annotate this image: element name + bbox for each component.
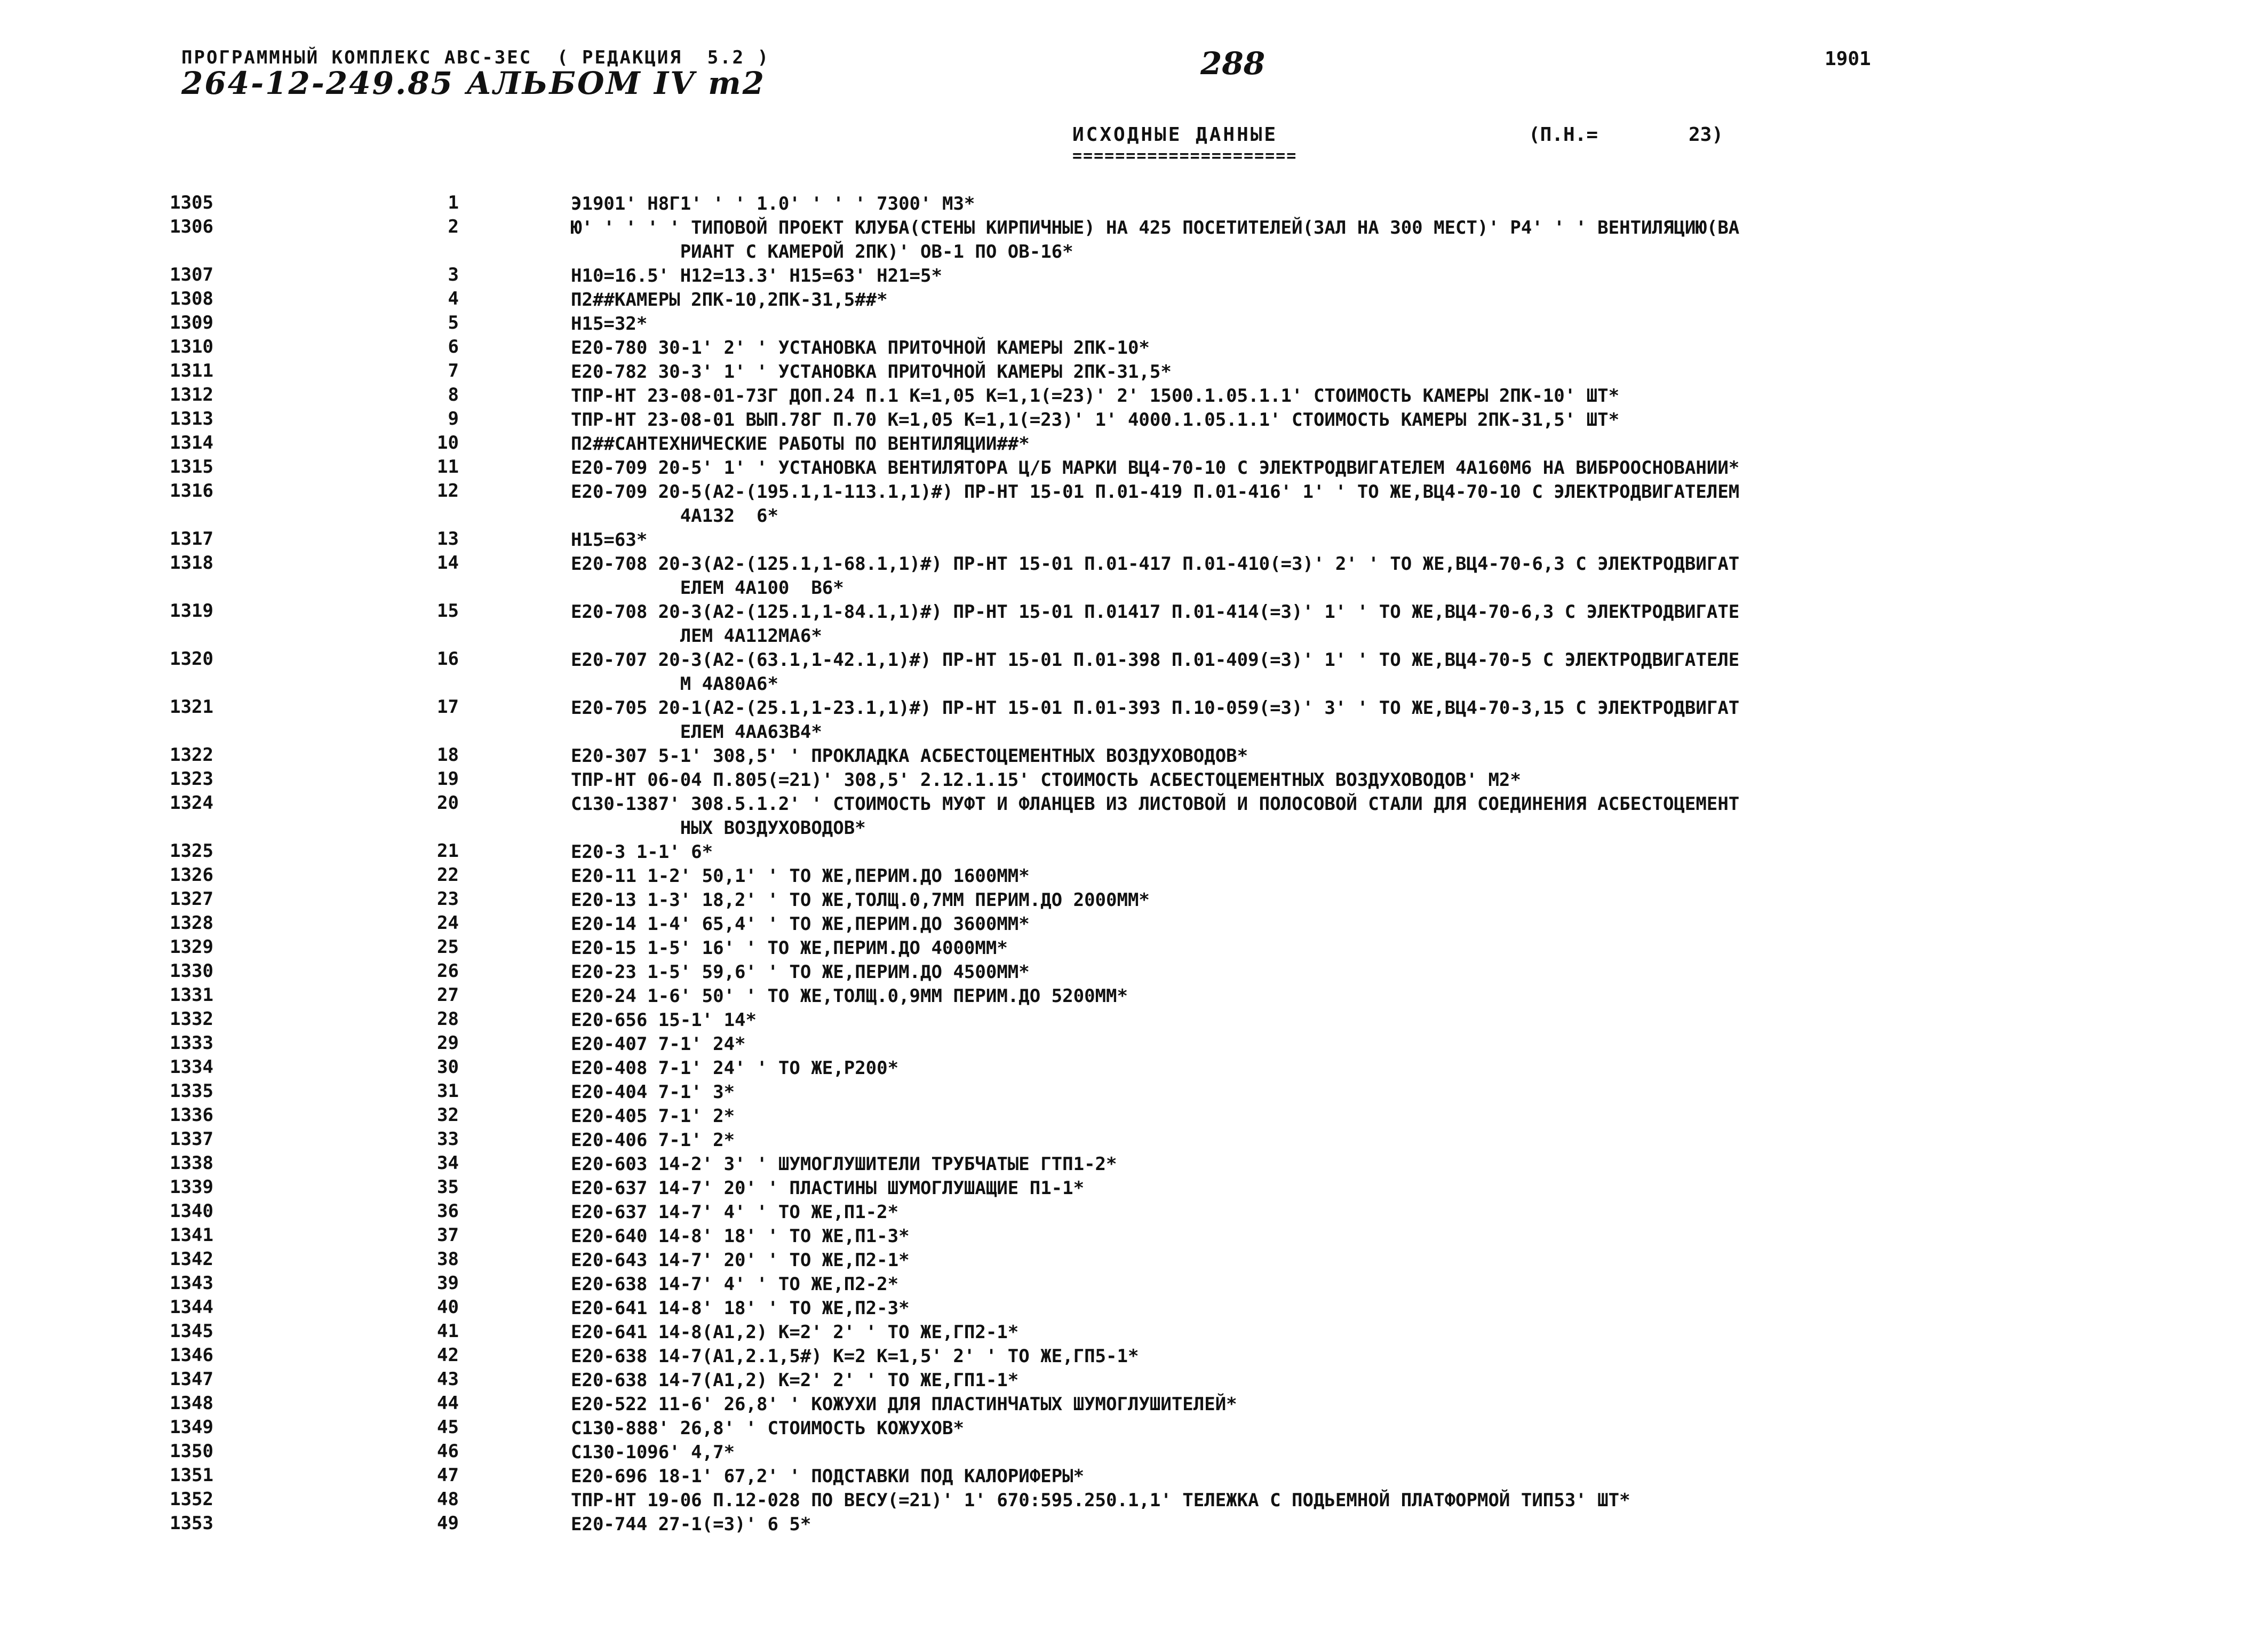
record-number: 46 xyxy=(437,1441,459,1462)
record-text: ТПР-НТ 06-04 П.805(=21)' 308,5' 2.12.1.15' СТОИМОСТЬ АСБЕСТОЦЕМЕНТНЫХ ВОЗДУХОВОДОВ' М2* xyxy=(571,769,1521,791)
line-number: 1316 xyxy=(170,480,213,502)
line-number: 1306 xyxy=(170,216,213,237)
listing-row xyxy=(0,456,2268,480)
record-text: Е20-780 30-1' 2' ' УСТАНОВКА ПРИТОЧНОЙ КАМЕРЫ 2ПК-10* xyxy=(571,337,1150,359)
listing-row xyxy=(0,600,2268,648)
record-text: Е20-640 14-8' 18' ' ТО ЖЕ,П1-3* xyxy=(571,1226,910,1247)
listing-row xyxy=(0,792,2268,840)
record-number: 25 xyxy=(437,936,459,958)
record-number: 11 xyxy=(437,456,459,478)
record-number: 31 xyxy=(437,1080,459,1102)
record-text: Е20-23 1-5' 59,6' ' ТО ЖЕ,ПЕРИМ.ДО 4500ММ* xyxy=(571,961,1030,983)
record-number: 28 xyxy=(437,1008,459,1030)
record-number: 14 xyxy=(437,552,459,574)
line-number: 1334 xyxy=(170,1056,213,1078)
line-number: 1321 xyxy=(170,696,213,718)
record-number: 9 xyxy=(448,408,459,430)
section-title-underline: ===================== xyxy=(1072,147,1298,165)
record-text: Е20-638 14-7' 4' ' ТО ЖЕ,П2-2* xyxy=(571,1274,899,1295)
listing-row xyxy=(0,336,2268,360)
record-text: Н15=32* xyxy=(571,313,648,335)
listing-row xyxy=(0,432,2268,456)
listing-row xyxy=(0,1369,2268,1393)
record-text: Е20-637 14-7' 20' ' ПЛАСТИНЫ ШУМОГЛУШАЩИЕ П1-1* xyxy=(571,1178,1085,1199)
listing-row xyxy=(0,1417,2268,1441)
record-text: ТПР-НТ 19-06 П.12-028 ПО ВЕСУ(=21)' 1' 670:595.250.1,1' ТЕЛЕЖКА С ПОДЬЕМНОЙ ПЛАТФОРМОЙ ТИП53' ШТ* xyxy=(571,1490,1630,1511)
listing-row xyxy=(0,480,2268,528)
record-number: 40 xyxy=(437,1297,459,1318)
line-number: 1353 xyxy=(170,1513,213,1534)
record-number: 10 xyxy=(437,432,459,454)
listing-row xyxy=(0,408,2268,432)
record-number: 47 xyxy=(437,1465,459,1486)
record-text: Е20-406 7-1' 2* xyxy=(571,1130,735,1151)
program-title: ПРОГРАММНЫЙ КОМПЛЕКС АВС-3ЕС ( РЕДАКЦИЯ 5.2 ) xyxy=(181,47,770,68)
record-text: Е20-15 1-5' 16' ' ТО ЖЕ,ПЕРИМ.ДО 4000ММ* xyxy=(571,937,1008,959)
line-number: 1324 xyxy=(170,792,213,814)
line-number: 1337 xyxy=(170,1128,213,1150)
line-number: 1339 xyxy=(170,1176,213,1198)
record-number: 41 xyxy=(437,1321,459,1342)
line-number: 1349 xyxy=(170,1417,213,1438)
record-text: Е20-408 7-1' 24' ' ТО ЖЕ,Р200* xyxy=(571,1057,899,1079)
record-text: Е20-656 15-1' 14* xyxy=(571,1009,757,1031)
record-number: 23 xyxy=(437,888,459,910)
line-number: 1340 xyxy=(170,1200,213,1222)
listing-row xyxy=(0,744,2268,768)
line-number: 1344 xyxy=(170,1297,213,1318)
line-number: 1347 xyxy=(170,1369,213,1390)
listing-row xyxy=(0,840,2268,864)
listing-row xyxy=(0,936,2268,960)
section-title: ИСХОДНЫЕ ДАННЫЕ xyxy=(1072,124,1278,146)
record-text: Е20-744 27-1(=3)' 6 5* xyxy=(571,1514,811,1535)
record-text: Н15=63* xyxy=(571,529,648,551)
line-number: 1327 xyxy=(170,888,213,910)
record-text: П2##КАМЕРЫ 2ПК-10,2ПК-31,5##* xyxy=(571,289,888,311)
listing-row xyxy=(0,216,2268,264)
record-text: Е20-637 14-7' 4' ' ТО ЖЕ,П1-2* xyxy=(571,1202,899,1223)
record-number: 17 xyxy=(437,696,459,718)
record-number: 30 xyxy=(437,1056,459,1078)
record-number: 29 xyxy=(437,1032,459,1054)
listing-row xyxy=(0,312,2268,336)
record-number: 22 xyxy=(437,864,459,886)
listing-row xyxy=(0,1152,2268,1176)
line-number: 1312 xyxy=(170,384,213,405)
record-text: Е20-643 14-7' 20' ' ТО ЖЕ,П2-1* xyxy=(571,1250,910,1271)
handwritten-page-number: 288 xyxy=(1200,45,1266,82)
record-number: 49 xyxy=(437,1513,459,1534)
record-number: 8 xyxy=(448,384,459,405)
line-number: 1325 xyxy=(170,840,213,862)
record-text: Е20-14 1-4' 65,4' ' ТО ЖЕ,ПЕРИМ.ДО 3600ММ* xyxy=(571,913,1030,935)
line-number: 1318 xyxy=(170,552,213,574)
record-number: 32 xyxy=(437,1104,459,1126)
listing-row xyxy=(0,1008,2268,1032)
listing-row xyxy=(0,1080,2268,1104)
line-number: 1336 xyxy=(170,1104,213,1126)
record-number: 37 xyxy=(437,1224,459,1246)
record-text: ТПР-НТ 23-08-01-73Г ДОП.24 П.1 К=1,05 К=1,1(=23)' 2' 1500.1.05.1.1' СТОИМОСТЬ КАМЕРЫ 2ПК-10' ШТ* xyxy=(571,385,1620,407)
line-number: 1319 xyxy=(170,600,213,622)
record-text: Е20-782 30-3' 1' ' УСТАНОВКА ПРИТОЧНОЙ КАМЕРЫ 2ПК-31,5* xyxy=(571,361,1172,383)
record-number: 4 xyxy=(448,288,459,309)
record-text: Е20-638 14-7(А1,2) К=2' 2' ' ТО ЖЕ,ГП1-1* xyxy=(571,1370,1019,1391)
record-number: 15 xyxy=(437,600,459,622)
listing-row xyxy=(0,1224,2268,1249)
record-number: 20 xyxy=(437,792,459,814)
record-number: 38 xyxy=(437,1249,459,1270)
record-text: Е20-708 20-3(А2-(125.1,1-84.1,1)#) ПР-НТ 15-01 П.01417 П.01-414(=3)' 1' ' ТО ЖЕ,ВЦ4-70-6,3 С ЭЛЕКТРОДВИГАТЕ ЛЕМ 4А112МА6* xyxy=(571,601,1740,647)
record-text: Е20-11 1-2' 50,1' ' ТО ЖЕ,ПЕРИМ.ДО 1600ММ* xyxy=(571,865,1030,887)
record-text: Э1901' Н8Г1' ' ' 1.0' ' ' ' 7300' М3* xyxy=(571,193,975,214)
listing-row xyxy=(0,1345,2268,1369)
record-text: С130-1096' 4,7* xyxy=(571,1442,735,1463)
line-number: 1329 xyxy=(170,936,213,958)
record-number: 12 xyxy=(437,480,459,502)
listing-row xyxy=(0,888,2268,912)
record-number: 24 xyxy=(437,912,459,934)
listing-row xyxy=(0,912,2268,936)
line-number: 1310 xyxy=(170,336,213,357)
line-number: 1308 xyxy=(170,288,213,309)
line-number: 1307 xyxy=(170,264,213,285)
record-text: Е20-522 11-6' 26,8' ' КОЖУХИ ДЛЯ ПЛАСТИНЧАТЫХ ШУМОГЛУШИТЕЛЕЙ* xyxy=(571,1394,1237,1415)
line-number: 1328 xyxy=(170,912,213,934)
listing-row xyxy=(0,384,2268,408)
listing-row xyxy=(0,192,2268,216)
line-number: 1351 xyxy=(170,1465,213,1486)
record-number: 43 xyxy=(437,1369,459,1390)
line-number: 1320 xyxy=(170,648,213,670)
line-number: 1346 xyxy=(170,1345,213,1366)
line-number: 1305 xyxy=(170,192,213,213)
record-text: Е20-707 20-3(А2-(63.1,1-42.1,1)#) ПР-НТ 15-01 П.01-398 П.01-409(=3)' 1' ' ТО ЖЕ,ВЦ4-70-5 С ЭЛЕКТРОДВИГАТЕЛЕ М 4А80А6* xyxy=(571,649,1740,695)
record-number: 35 xyxy=(437,1176,459,1198)
listing-row xyxy=(0,1056,2268,1080)
record-number: 39 xyxy=(437,1273,459,1294)
line-number: 1330 xyxy=(170,960,213,982)
record-number: 33 xyxy=(437,1128,459,1150)
record-text: Е20-407 7-1' 24* xyxy=(571,1033,746,1055)
record-text: Е20-641 14-8' 18' ' ТО ЖЕ,П2-3* xyxy=(571,1298,910,1319)
record-number: 45 xyxy=(437,1417,459,1438)
listing-row xyxy=(0,1200,2268,1224)
listing-row xyxy=(0,984,2268,1008)
record-number: 34 xyxy=(437,1152,459,1174)
record-number: 18 xyxy=(437,744,459,766)
listing-row xyxy=(0,768,2268,792)
record-text: Е20-709 20-5' 1' ' УСТАНОВКА ВЕНТИЛЯТОРА Ц/Б МАРКИ ВЦ4-70-10 С ЭЛЕКТРОДВИГАТЕЛЕМ 4А160М6 НА ВИБРООСНОВАНИИ* xyxy=(571,457,1740,479)
pn-label: (П.Н.= xyxy=(1529,124,1598,146)
line-number: 1348 xyxy=(170,1393,213,1414)
record-number: 44 xyxy=(437,1393,459,1414)
listing-row xyxy=(0,1441,2268,1465)
record-number: 7 xyxy=(448,360,459,381)
line-number: 1322 xyxy=(170,744,213,766)
record-number: 1 xyxy=(448,192,459,213)
record-text: Е20-13 1-3' 18,2' ' ТО ЖЕ,ТОЛЩ.0,7ММ ПЕРИМ.ДО 2000ММ* xyxy=(571,889,1150,911)
line-number: 1338 xyxy=(170,1152,213,1174)
record-text: Е20-307 5-1' 308,5' ' ПРОКЛАДКА АСБЕСТОЦЕМЕНТНЫХ ВОЗДУХОВОДОВ* xyxy=(571,745,1248,767)
listing-row xyxy=(0,1321,2268,1345)
record-text: Ю' ' ' ' ' ТИПОВОЙ ПРОЕКТ КЛУБА(СТЕНЫ КИРПИЧНЫЕ) НА 425 ПОСЕТИТЕЛЕЙ(ЗАЛ НА 300 МЕСТ)' Р4' ' ' ВЕНТИЛЯЦИЮ(ВА РИАНТ С КАМЕРОЙ 2ПК)' ОВ-1 ПО ОВ-16* xyxy=(571,217,1740,263)
record-number: 27 xyxy=(437,984,459,1006)
line-number: 1315 xyxy=(170,456,213,478)
listing-row xyxy=(0,960,2268,984)
record-number: 2 xyxy=(448,216,459,237)
sheet-number: 1901 xyxy=(1825,48,1871,70)
line-number: 1332 xyxy=(170,1008,213,1030)
record-number: 42 xyxy=(437,1345,459,1366)
line-number: 1326 xyxy=(170,864,213,886)
record-text: Е20-405 7-1' 2* xyxy=(571,1106,735,1127)
record-text: Е20-708 20-3(А2-(125.1,1-68.1,1)#) ПР-НТ 15-01 П.01-417 П.01-410(=3)' 2' ' ТО ЖЕ,ВЦ4-70-6,3 С ЭЛЕКТРОДВИГАТ ЕЛЕМ 4А100 В6* xyxy=(571,553,1740,599)
listing-row xyxy=(0,648,2268,696)
record-text: Е20-3 1-1' 6* xyxy=(571,841,713,863)
listing-row xyxy=(0,1032,2268,1056)
line-number: 1343 xyxy=(170,1273,213,1294)
line-number: 1333 xyxy=(170,1032,213,1054)
line-number: 1352 xyxy=(170,1489,213,1510)
record-number: 48 xyxy=(437,1489,459,1510)
listing-row xyxy=(0,552,2268,600)
line-number: 1350 xyxy=(170,1441,213,1462)
record-number: 19 xyxy=(437,768,459,790)
line-number: 1342 xyxy=(170,1249,213,1270)
record-text: С130-888' 26,8' ' СТОИМОСТЬ КОЖУХОВ* xyxy=(571,1418,964,1439)
record-text: Е20-705 20-1(А2-(25.1,1-23.1,1)#) ПР-НТ 15-01 П.01-393 П.10-059(=3)' 3' ' ТО ЖЕ,ВЦ4-70-3,15 С ЭЛЕКТРОДВИГАТ ЕЛЕМ 4АА63В4* xyxy=(571,697,1740,743)
handwritten-album-code: 264-12-249.85 АЛЬБОМ IV т2 xyxy=(181,65,766,101)
source-data-listing xyxy=(0,192,2268,1537)
listing-row xyxy=(0,1249,2268,1273)
record-number: 21 xyxy=(437,840,459,862)
line-number: 1323 xyxy=(170,768,213,790)
record-text: ТПР-НТ 23-08-01 ВЫП.78Г П.70 К=1,05 К=1,1(=23)' 1' 4000.1.05.1.1' СТОИМОСТЬ КАМЕРЫ 2ПК-31,5' ШТ* xyxy=(571,409,1620,431)
record-text: Н10=16.5' Н12=13.3' Н15=63' Н21=5* xyxy=(571,265,942,287)
listing-row xyxy=(0,1273,2268,1297)
record-text: Е20-404 7-1' 3* xyxy=(571,1082,735,1103)
listing-row xyxy=(0,1297,2268,1321)
listing-row xyxy=(0,1489,2268,1513)
line-number: 1317 xyxy=(170,528,213,550)
record-text: Е20-638 14-7(А1,2.1,5#) К=2 К=1,5' 2' ' ТО ЖЕ,ГП5-1* xyxy=(571,1346,1139,1367)
listing-row xyxy=(0,360,2268,384)
listing-row xyxy=(0,1513,2268,1537)
line-number: 1345 xyxy=(170,1321,213,1342)
record-text: Е20-603 14-2' 3' ' ШУМОГЛУШИТЕЛИ ТРУБЧАТЫЕ ГТП1-2* xyxy=(571,1154,1117,1175)
line-number: 1341 xyxy=(170,1224,213,1246)
line-number: 1314 xyxy=(170,432,213,454)
record-number: 13 xyxy=(437,528,459,550)
listing-row xyxy=(0,1393,2268,1417)
line-number: 1311 xyxy=(170,360,213,381)
listing-row xyxy=(0,696,2268,744)
line-number: 1309 xyxy=(170,312,213,333)
record-text: С130-1387' 308.5.1.2' ' СТОИМОСТЬ МУФТ И ФЛАНЦЕВ ИЗ ЛИСТОВОЙ И ПОЛОСОВОЙ СТАЛИ ДЛЯ СОЕДИНЕНИЯ АСБЕСТОЦЕМЕНТ НЫХ ВОЗДУХОВОДОВ* xyxy=(571,793,1740,839)
record-number: 16 xyxy=(437,648,459,670)
record-number: 5 xyxy=(448,312,459,333)
record-text: Е20-696 18-1' 67,2' ' ПОДСТАВКИ ПОД КАЛОРИФЕРЫ* xyxy=(571,1466,1085,1487)
record-number: 3 xyxy=(448,264,459,285)
line-number: 1313 xyxy=(170,408,213,430)
record-number: 36 xyxy=(437,1200,459,1222)
listing-row xyxy=(0,1104,2268,1128)
record-text: Е20-641 14-8(А1,2) К=2' 2' ' ТО ЖЕ,ГП2-1* xyxy=(571,1322,1019,1343)
record-number: 6 xyxy=(448,336,459,357)
listing-row xyxy=(0,1465,2268,1489)
record-text: П2##САНТЕХНИЧЕСКИЕ РАБОТЫ ПО ВЕНТИЛЯЦИИ##* xyxy=(571,433,1030,455)
listing-row xyxy=(0,864,2268,888)
listing-row xyxy=(0,288,2268,312)
listing-row xyxy=(0,528,2268,552)
listing-row xyxy=(0,264,2268,288)
record-text: Е20-24 1-6' 50' ' ТО ЖЕ,ТОЛЩ.0,9ММ ПЕРИМ.ДО 5200ММ* xyxy=(571,985,1128,1007)
pn-value: 23) xyxy=(1689,124,1724,146)
record-number: 26 xyxy=(437,960,459,982)
line-number: 1335 xyxy=(170,1080,213,1102)
line-number: 1331 xyxy=(170,984,213,1006)
record-text: Е20-709 20-5(А2-(195.1,1-113.1,1)#) ПР-НТ 15-01 П.01-419 П.01-416' 1' ' ТО ЖЕ,ВЦ4-70-10 С ЭЛЕКТРОДВИГАТЕЛЕМ 4А132 6* xyxy=(571,481,1740,527)
listing-row xyxy=(0,1128,2268,1152)
listing-row xyxy=(0,1176,2268,1200)
